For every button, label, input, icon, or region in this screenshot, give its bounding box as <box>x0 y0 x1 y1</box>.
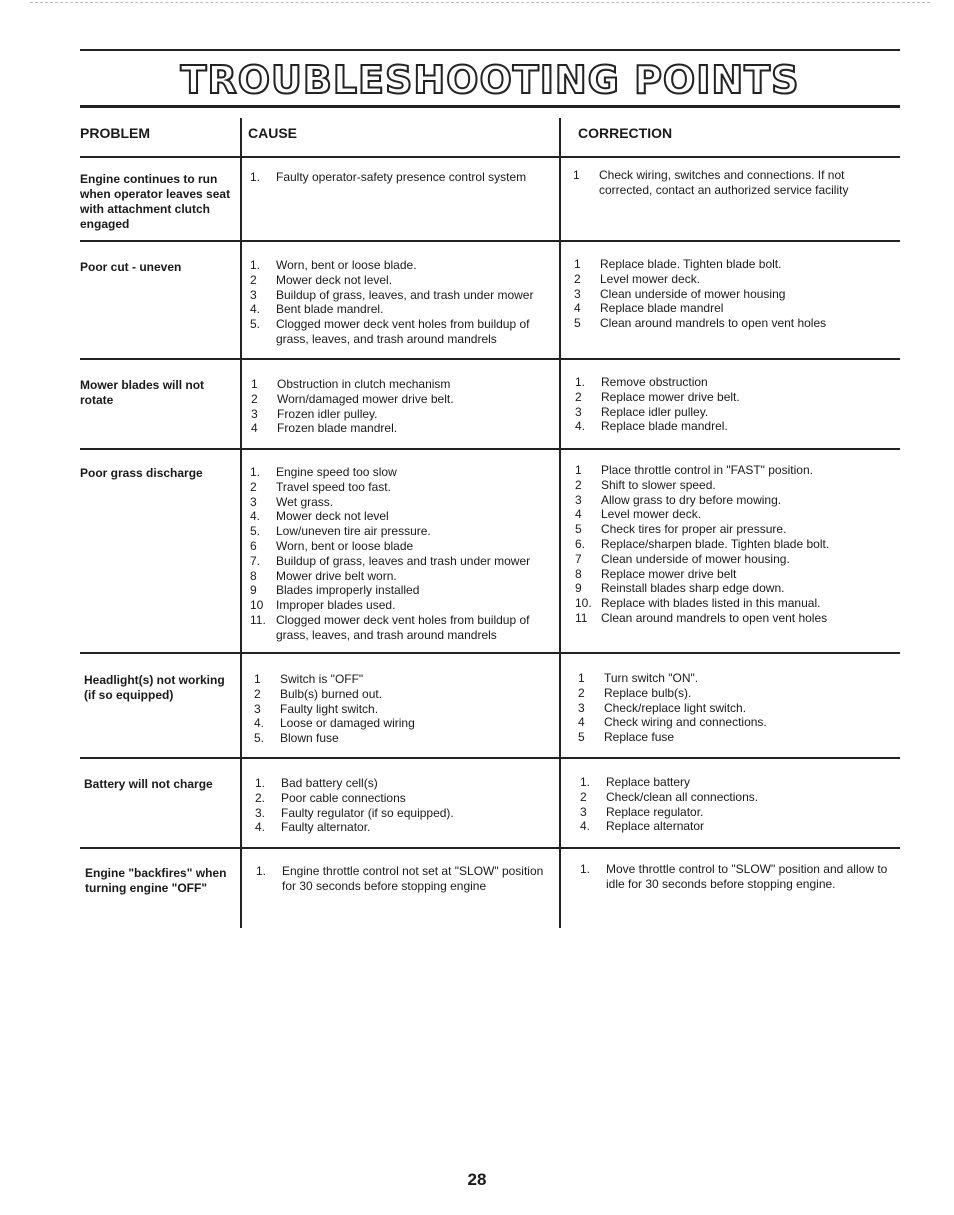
problem-cell: Poor grass discharge <box>80 466 203 480</box>
correction-list <box>580 862 890 892</box>
row-divider <box>80 652 900 654</box>
list-item: 3. Faulty regulator (if so equipped). <box>255 805 454 820</box>
list-item: 8 Replace mower drive belt <box>575 566 737 581</box>
list-item: 10. Replace with blades listed in this manual. <box>575 596 821 611</box>
list-item: 3 Replace idler pulley. <box>575 404 709 419</box>
list-item: 7 Clean underside of mower housing. <box>575 551 790 566</box>
list-item: 5 Check tires for proper air pressure. <box>575 522 787 537</box>
list-item: 3 Clean underside of mower housing <box>574 286 786 301</box>
list-item: 1 Check wiring, switches and connections. If not corrected, contact an authorized service facility <box>573 168 849 197</box>
list-item: 1 Place throttle control in "FAST" position. <box>575 463 813 477</box>
list-item: 4 Level mower deck. <box>575 507 702 522</box>
title-rule-top <box>80 49 900 51</box>
cause-list <box>255 776 555 835</box>
list-item: 11 Clean around mandrels to open vent holes <box>575 610 828 625</box>
correction-list <box>574 257 874 331</box>
header-problem: PROBLEM <box>80 125 150 141</box>
row-divider <box>80 156 900 158</box>
row-divider <box>80 448 900 450</box>
list-item: 4. Loose or damaged wiring <box>254 716 415 731</box>
problem-cell: Engine continues to run when operator leaves seat with attachment clutch engaged <box>80 172 231 231</box>
list-item: 2 Check/clean all connections. <box>580 789 759 804</box>
row-divider <box>80 757 900 759</box>
list-item: 3 Buildup of grass, leaves, and trash under mower <box>250 287 534 302</box>
list-item: 1 Switch is "OFF" <box>254 672 364 686</box>
problem-cell: Engine "backfires" when turning engine "OFF" <box>85 866 227 895</box>
list-item: 1. Worn, bent or loose blade. <box>250 258 417 272</box>
correction-list <box>573 168 873 198</box>
list-item: 1. Engine throttle control not set at "SLOW" position for 30 seconds before stopping engine <box>256 864 544 893</box>
list-item: 1 Obstruction in clutch mechanism <box>251 377 451 391</box>
list-item: 6. Replace/sharpen blade. Tighten blade bolt. <box>575 536 830 551</box>
header-correction: CORRECTION <box>578 125 673 141</box>
scan-edge-line <box>30 2 930 3</box>
row-divider <box>80 847 900 849</box>
cause-list <box>254 672 554 746</box>
list-item: 4 Check wiring and connections. <box>578 715 767 730</box>
list-item: 4. Replace alternator <box>580 819 705 834</box>
correction-list <box>575 375 875 434</box>
list-item: 3 Faulty light switch. <box>254 701 379 716</box>
correction-list <box>580 775 880 834</box>
list-item: 2 Travel speed too fast. <box>250 479 391 494</box>
problem-cell: Poor cut - uneven <box>80 260 182 274</box>
list-item: 1. Engine speed too slow <box>250 465 397 479</box>
correction-list <box>578 671 878 745</box>
problem-cell: Headlight(s) not working (if so equipped) <box>84 673 225 702</box>
list-item: 1 Turn switch "ON". <box>578 671 699 685</box>
list-item: 11. Clogged mower deck vent holes from buildup of grass, leaves, and trash around mandrels <box>250 612 530 642</box>
list-item: 4. Bent blade mandrel. <box>250 302 384 317</box>
cause-list <box>251 377 551 436</box>
list-item: 5. Low/uneven tire air pressure. <box>250 524 431 539</box>
header-cause: CAUSE <box>248 125 298 141</box>
title-rule-bottom <box>80 105 900 108</box>
problem-cell: Battery will not charge <box>84 777 213 791</box>
row-divider <box>80 240 900 242</box>
page-title: TROUBLESHOOTING POINTS <box>180 58 800 102</box>
page-number: 28 <box>467 1170 487 1189</box>
cause-list <box>250 170 550 185</box>
list-item: 4. Faulty alternator. <box>255 820 371 835</box>
list-item: 6 Worn, bent or loose blade <box>250 538 414 553</box>
list-item: 5. Blown fuse <box>254 731 339 746</box>
correction-list <box>575 463 885 626</box>
list-item: 3 Allow grass to dry before mowing. <box>575 492 782 507</box>
list-item: 9 Blades improperly installed <box>250 583 420 598</box>
list-item: 1. Remove obstruction <box>575 375 708 389</box>
list-item: 3 Wet grass. <box>250 494 334 509</box>
list-item: 2 Shift to slower speed. <box>575 477 716 492</box>
list-item: 8 Mower drive belt worn. <box>250 568 397 583</box>
list-item: 4 Frozen blade mandrel. <box>251 421 398 436</box>
cause-list <box>250 465 552 643</box>
list-item: 2 Bulb(s) burned out. <box>254 686 383 701</box>
list-item: 4. Mower deck not level <box>250 509 389 524</box>
list-item: 1. Bad battery cell(s) <box>255 776 378 790</box>
list-item: 5. Clogged mower deck vent holes from buildup of grass, leaves, and trash around mandrels <box>250 317 530 346</box>
list-item: 3 Check/replace light switch. <box>578 700 747 715</box>
row-divider <box>80 358 900 360</box>
list-item: 4 Replace blade mandrel <box>574 301 724 316</box>
list-item: 2 Replace mower drive belt. <box>575 389 740 404</box>
list-item: 5 Clean around mandrels to open vent holes <box>574 316 827 331</box>
list-item: 7. Buildup of grass, leaves and trash under mower <box>250 553 531 568</box>
list-item: 1. Faulty operator-safety presence control system <box>250 170 527 184</box>
list-item: 5 Replace fuse <box>578 730 675 745</box>
list-item: 2. Poor cable connections <box>255 790 406 805</box>
list-item: 1. Move throttle control to "SLOW" position and allow to idle for 30 seconds before stopping engine. <box>580 862 888 891</box>
list-item: 2 Replace bulb(s). <box>578 685 692 700</box>
list-item: 2 Mower deck not level. <box>250 272 393 287</box>
list-item: 9 Reinstall blades sharp edge down. <box>575 581 785 596</box>
cause-list <box>256 864 556 894</box>
cause-list <box>250 258 550 347</box>
list-item: 1 Replace blade. Tighten blade bolt. <box>574 257 782 271</box>
list-item: 10 Improper blades used. <box>250 598 396 613</box>
list-item: 1. Replace battery <box>580 775 691 789</box>
list-item: 3 Frozen idler pulley. <box>251 406 378 421</box>
problem-cell: Mower blades will not rotate <box>80 378 205 407</box>
list-item: 2 Worn/damaged mower drive belt. <box>251 391 454 406</box>
list-item: 2 Level mower deck. <box>574 271 701 286</box>
list-item: 4. Replace blade mandrel. <box>575 419 728 434</box>
list-item: 3 Replace regulator. <box>580 804 704 819</box>
